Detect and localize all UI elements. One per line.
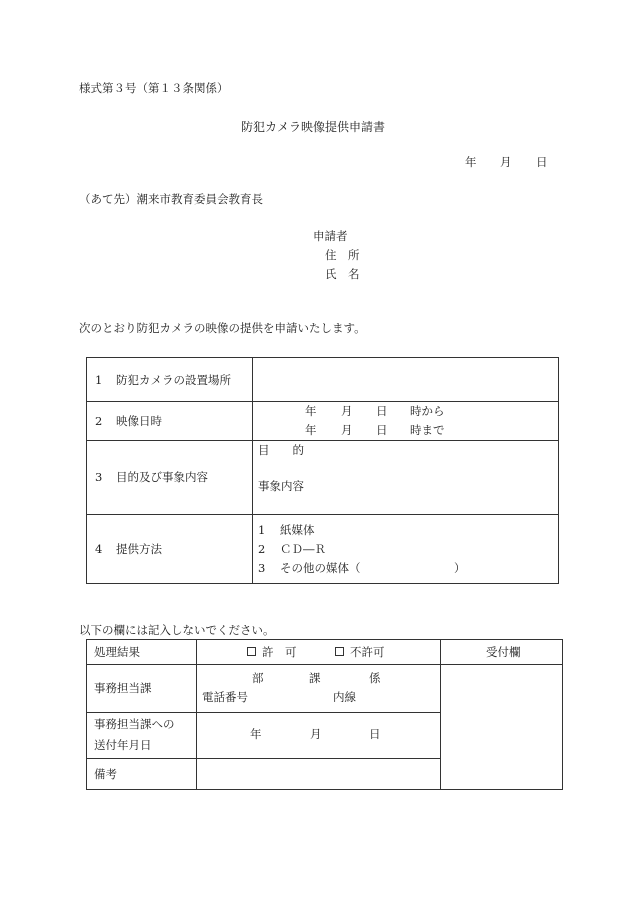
method-cd-r: ＣＤ―Ｒ (280, 542, 326, 556)
department-kakari-label: 係 (369, 671, 381, 685)
row-label: 目的及び事象内容 (116, 470, 208, 484)
row-purpose-label-cell (86, 440, 253, 515)
extension-label: 内線 (333, 690, 356, 704)
remarks-value-cell (196, 758, 441, 790)
to-year-label: 年 (305, 423, 317, 437)
delivery-method-field (252, 514, 559, 584)
applicant-label: 申請者 (313, 229, 348, 243)
intro-text: 次のとおり防犯カメラの映像の提供を申請いたします。 (79, 321, 366, 335)
from-day-label: 日 (376, 404, 388, 418)
reception-label-cell (440, 639, 563, 665)
row-number: 3 (95, 470, 103, 484)
row-number: 4 (95, 542, 103, 556)
reject-label: 不許可 (350, 645, 385, 659)
phone-label: 電話番号 (202, 690, 248, 704)
form-number: 様式第３号（第１３条関係） (79, 81, 229, 95)
applicant-name-label: 氏 名 (325, 267, 360, 281)
applicant-address-label: 住 所 (325, 248, 360, 262)
department-value-cell (196, 664, 441, 713)
method-number: 1 (258, 523, 266, 537)
result-label: 処理結果 (94, 645, 140, 659)
sent-month-label: 月 (310, 727, 322, 741)
addressee: （あて先）潮来市教育委員会教育長 (79, 192, 263, 206)
row-label: 防犯カメラの設置場所 (116, 373, 231, 387)
from-hour-label: 時から (410, 404, 445, 418)
row-label: 提供方法 (116, 542, 162, 556)
purpose-field (252, 440, 559, 515)
event-label: 事象内容 (258, 479, 304, 493)
video-datetime-field (252, 401, 559, 441)
approve-label: 許 可 (262, 645, 297, 659)
method-paper: 紙媒体 (280, 523, 315, 537)
reception-label: 受付欄 (486, 645, 521, 659)
department-label: 事務担当課 (94, 681, 152, 695)
purpose-label: 目 的 (258, 443, 304, 457)
request-table (86, 357, 559, 584)
row-number: 1 (95, 373, 103, 387)
to-hour-label: 時まで (410, 423, 445, 437)
from-month-label: 月 (341, 404, 353, 418)
row-label: 映像日時 (116, 414, 162, 428)
sent-date-label-line2: 送付年月日 (94, 738, 152, 752)
method-number: 2 (258, 542, 266, 556)
result-value-cell (196, 639, 441, 665)
to-day-label: 日 (376, 423, 388, 437)
department-label-cell (86, 664, 197, 713)
reception-area (440, 664, 563, 790)
remarks-label-cell (86, 758, 197, 790)
from-year-label: 年 (305, 404, 317, 418)
row-location-label-cell (86, 357, 253, 402)
sent-date-value-cell (196, 712, 441, 759)
row-datetime-label-cell (86, 401, 253, 441)
row-method-label-cell (86, 514, 253, 584)
sent-date-label-cell (86, 712, 197, 759)
row-number: 2 (95, 414, 103, 428)
checkbox-icon (335, 647, 344, 656)
date-month-label: 月 (500, 155, 512, 169)
department-ka-label: 課 (309, 671, 321, 685)
sent-year-label: 年 (250, 727, 262, 741)
method-number: 3 (258, 561, 266, 575)
office-use-table (86, 639, 563, 791)
method-other: その他の媒体（ (280, 561, 361, 575)
department-bu-label: 部 (252, 671, 264, 685)
date-day-label: 日 (536, 155, 548, 169)
sent-day-label: 日 (369, 727, 381, 741)
sent-date-label-line1: 事務担当課への (94, 717, 175, 731)
office-use-note: 以下の欄には記入しないでください。 (79, 623, 275, 637)
method-other-close: ） (454, 561, 466, 575)
checkbox-icon (247, 647, 256, 656)
date-year-label: 年 (465, 155, 477, 169)
camera-location-field (252, 357, 559, 402)
remarks-label: 備考 (94, 767, 117, 781)
to-month-label: 月 (341, 423, 353, 437)
result-label-cell (86, 639, 197, 665)
form-title: 防犯カメラ映像提供申請書 (241, 120, 386, 134)
